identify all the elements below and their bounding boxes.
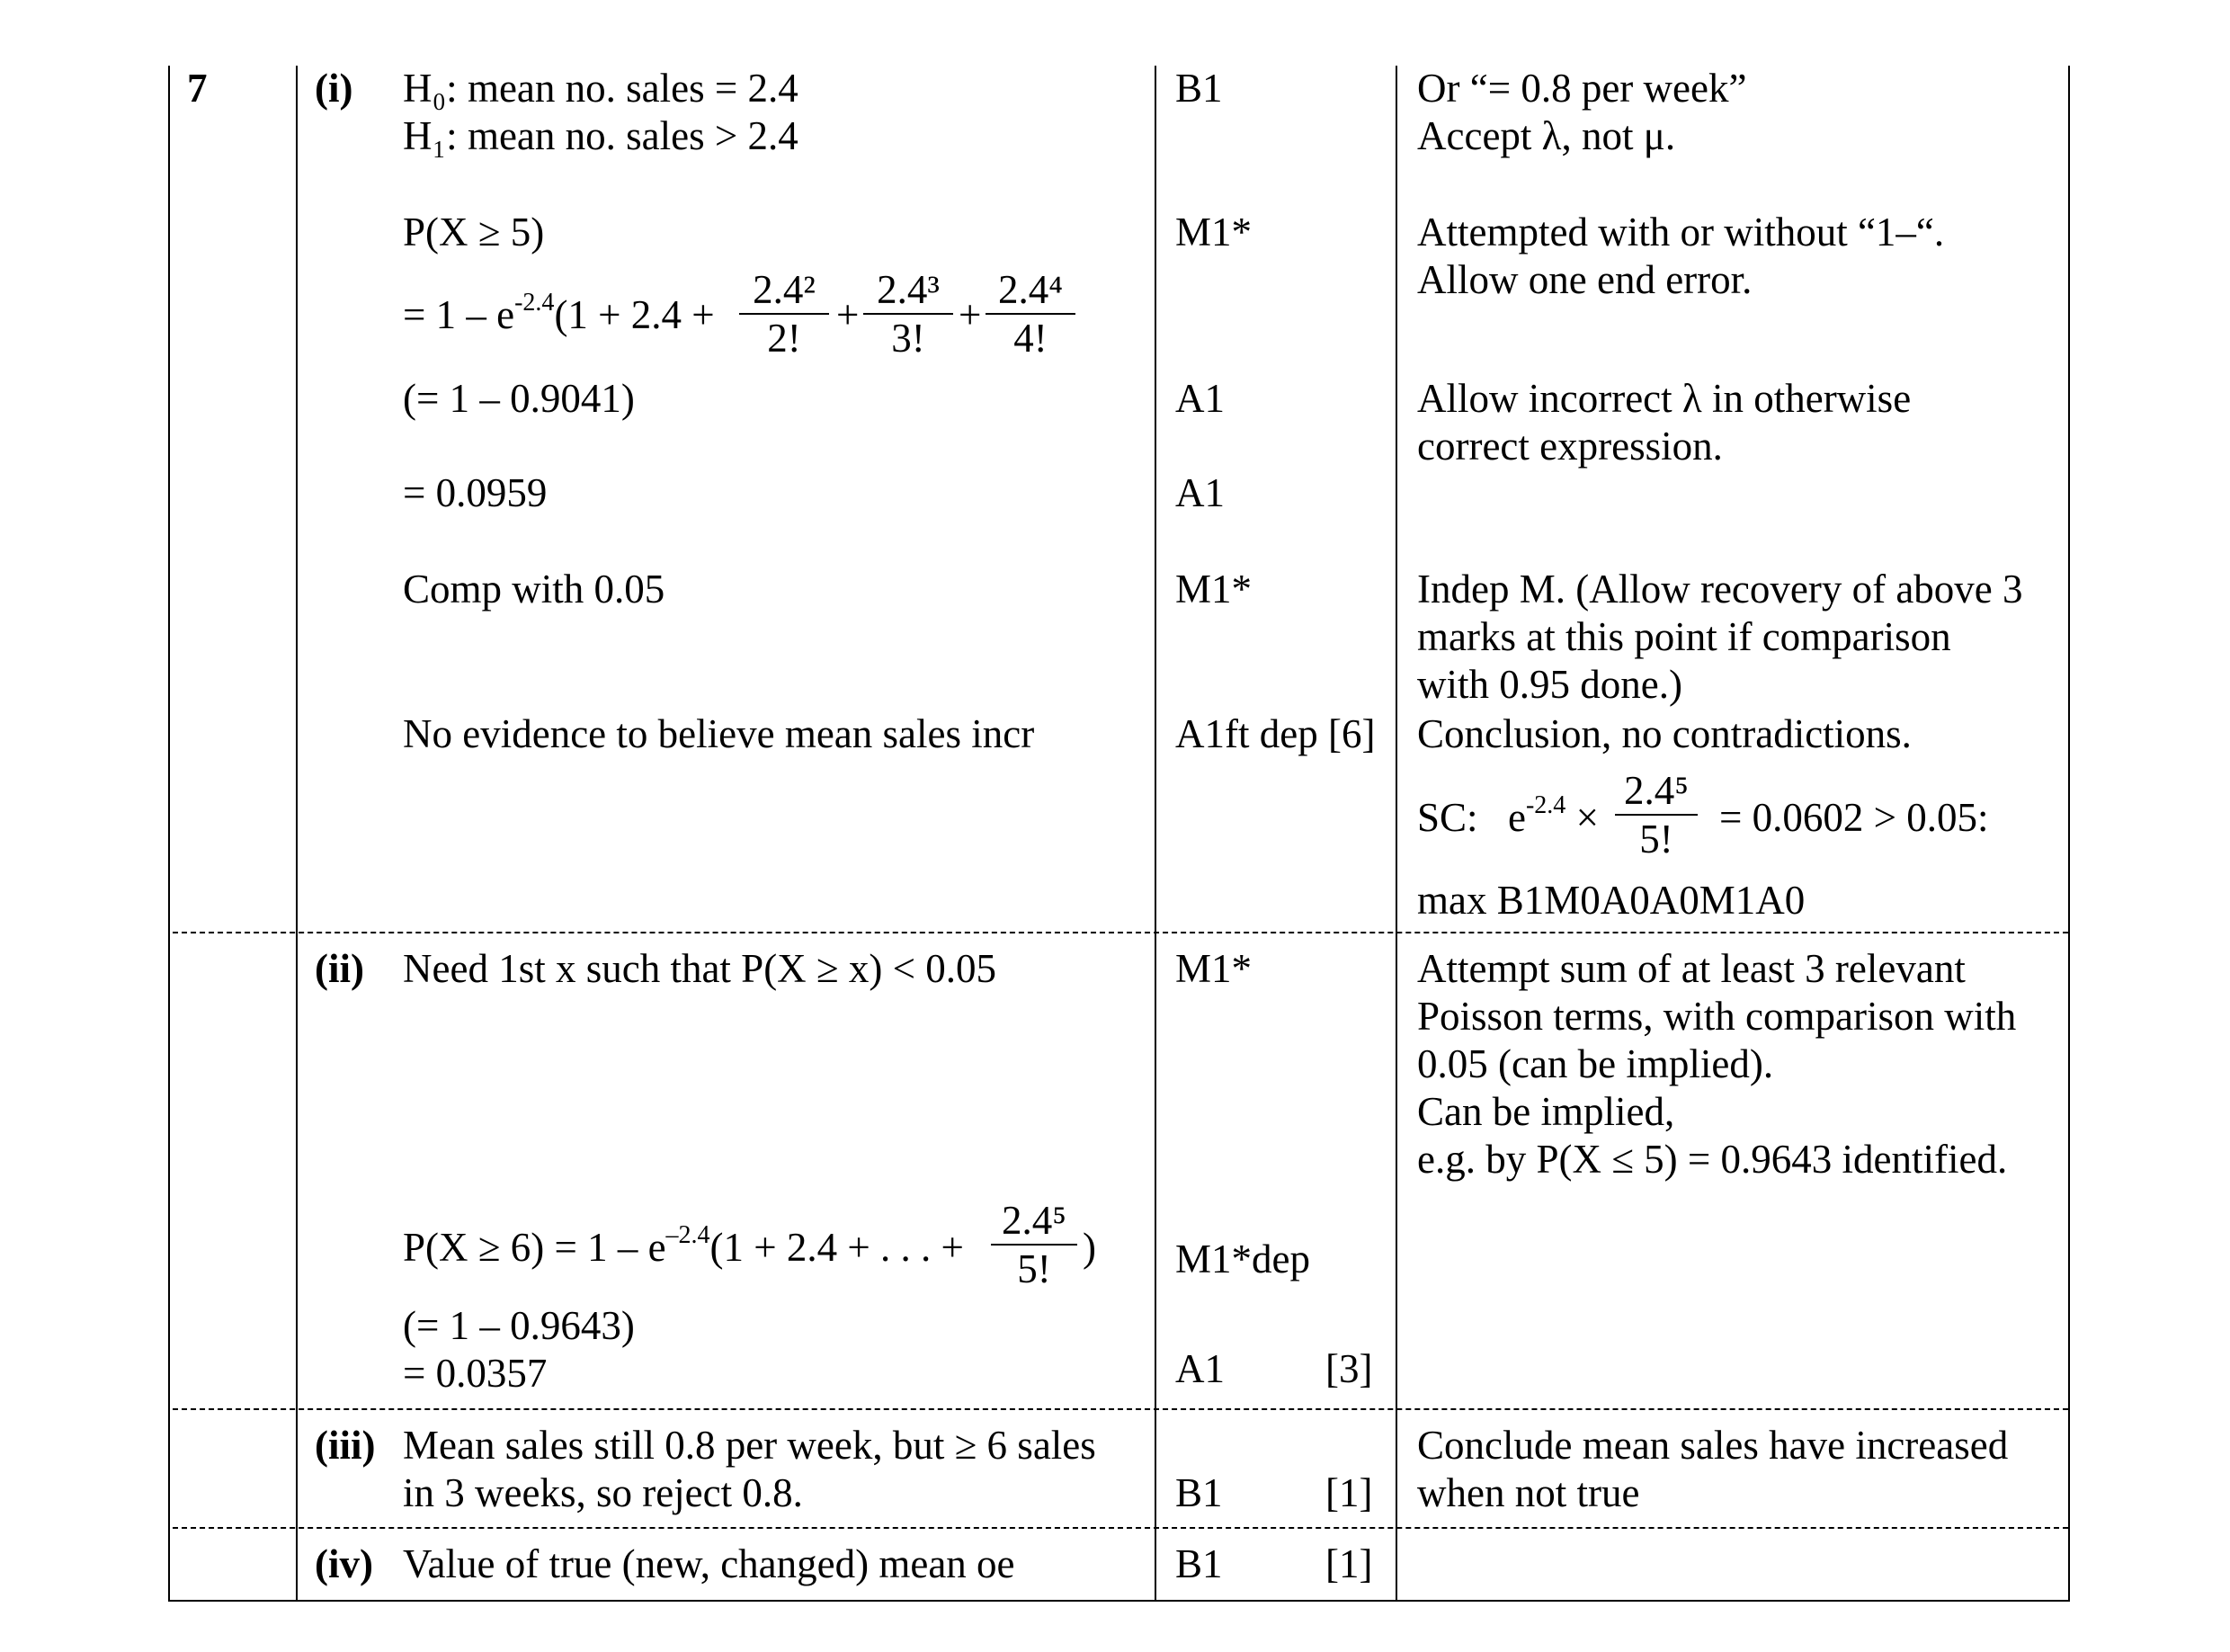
guidance-note: correct expression. bbox=[1417, 424, 1723, 469]
plus-sign: + bbox=[836, 292, 860, 337]
mark-m1-star: M1* bbox=[1175, 567, 1253, 612]
hypothesis-h0: H₀: mean no. sales = 2.4 bbox=[403, 66, 798, 111]
complement-value: (= 1 – 0.9041) bbox=[403, 376, 635, 421]
rule-after-qnum bbox=[296, 66, 298, 1602]
guidance-note: 0.05 (can be implied). bbox=[1417, 1041, 1774, 1086]
guidance-note: Or “= 0.8 per week” bbox=[1417, 66, 1747, 111]
part-total: [3] bbox=[1325, 1346, 1373, 1391]
question-number: 7 bbox=[187, 66, 208, 111]
part-i-label: (i) bbox=[315, 66, 353, 111]
probability-statement: P(X ≥ 5) bbox=[403, 210, 545, 254]
fraction-term-5: $\frac{\text{2.4⁵}}{5!}$ bbox=[991, 1197, 1077, 1292]
part-ii-label: (ii) bbox=[315, 946, 364, 991]
rule-bottom bbox=[168, 1600, 2070, 1602]
fraction-term-3: $\frac{\text{2.4³}}{3!}$ bbox=[863, 266, 953, 362]
mark-a1ft-dep-total: A1ft dep [6] bbox=[1175, 711, 1376, 756]
guidance-note: Attempted with or without “1–“. bbox=[1417, 210, 1945, 254]
fraction-term-2: $\frac{\text{2.4²}}{2!}$ bbox=[739, 266, 829, 362]
answer-text: in 3 weeks, so reject 0.8. bbox=[403, 1470, 803, 1515]
guidance-note: Attempt sum of at least 3 relevant bbox=[1417, 946, 1966, 991]
guidance-note: Conclusion, no contradictions. bbox=[1417, 711, 1912, 756]
part-total: [1] bbox=[1325, 1470, 1373, 1515]
mark-b1: B1 bbox=[1175, 1541, 1223, 1586]
critical-probability-expression: $P(X \ge 6) = 1 - e^{-2.4}(1 + 2.4$ + . . . + bbox=[403, 1221, 964, 1270]
closing-paren: ) bbox=[1083, 1225, 1096, 1270]
part-iii-label: (iii) bbox=[315, 1423, 376, 1468]
complement-value: (= 1 – 0.9643) bbox=[403, 1303, 635, 1348]
guidance-note: when not true bbox=[1417, 1470, 1640, 1515]
mark-a1: A1 bbox=[1175, 1346, 1225, 1391]
mark-b1: B1 bbox=[1175, 1470, 1223, 1515]
fraction-term-4: $\frac{\text{2.4⁴}}{4!}$ bbox=[986, 266, 1075, 362]
guidance-note: Allow one end error. bbox=[1417, 257, 1753, 302]
part-iv-label: (iv) bbox=[315, 1541, 373, 1586]
special-case-exp: $e^{-2.4}$ × bbox=[1508, 791, 1599, 840]
special-case-fraction: $\frac{\text{2.4⁵}}{5!}$ bbox=[1615, 767, 1698, 862]
guidance-note: marks at this point if comparison bbox=[1417, 614, 1951, 659]
answer-text: Value of true (new, changed) mean oe bbox=[403, 1541, 1015, 1586]
mark-m1-star: M1* bbox=[1175, 946, 1253, 991]
guidance-note: e.g. by P(X ≤ 5) = 0.9643 identified. bbox=[1417, 1137, 2008, 1182]
probability-expression: = $1 - e^{-2.4}(1 + 2.4$ + bbox=[403, 289, 715, 337]
rule-right bbox=[2068, 66, 2070, 1602]
answer-text: Mean sales still 0.8 per week, but ≥ 6 sales bbox=[403, 1423, 1096, 1468]
guidance-note: Poisson terms, with comparison with bbox=[1417, 994, 2017, 1039]
part-total: [1] bbox=[1325, 1541, 1373, 1586]
mark-m1-star: M1* bbox=[1175, 210, 1253, 254]
guidance-note: with 0.95 done.) bbox=[1417, 662, 1682, 707]
result-value: = 0.0357 bbox=[403, 1351, 548, 1396]
guidance-note: Allow incorrect λ in otherwise bbox=[1417, 376, 1912, 421]
hypothesis-h1: H₁: mean no. sales > 2.4 bbox=[403, 113, 798, 158]
guidance-note: Conclude mean sales have increased bbox=[1417, 1423, 2009, 1468]
rule-left bbox=[168, 66, 170, 1602]
conclusion-text: No evidence to believe mean sales incr bbox=[403, 711, 1035, 756]
result-value: = 0.0959 bbox=[403, 470, 548, 515]
critical-value-statement: Need 1st x such that P(X ≥ x) < 0.05 bbox=[403, 946, 996, 991]
guidance-note: Indep M. (Allow recovery of above 3 bbox=[1417, 567, 2023, 612]
separator-i-ii bbox=[173, 932, 2068, 933]
separator-iii-iv bbox=[173, 1527, 2068, 1529]
rule-after-answer bbox=[1155, 66, 1156, 1602]
separator-ii-iii bbox=[173, 1408, 2068, 1410]
mark-b1: B1 bbox=[1175, 66, 1223, 111]
mark-a1: A1 bbox=[1175, 470, 1225, 515]
special-case-result: = 0.0602 > 0.05: bbox=[1719, 795, 1989, 840]
guidance-note: Can be implied, bbox=[1417, 1089, 1675, 1134]
plus-sign: + bbox=[959, 292, 982, 337]
special-case-label: SC: bbox=[1417, 795, 1478, 840]
special-case-max: max B1M0A0A0M1A0 bbox=[1417, 878, 1806, 923]
comparison-text: Comp with 0.05 bbox=[403, 567, 665, 612]
mark-a1: A1 bbox=[1175, 376, 1225, 421]
mark-m1-star-dep: M1*dep bbox=[1175, 1237, 1310, 1281]
rule-after-marks bbox=[1396, 66, 1397, 1602]
guidance-note: Accept λ, not μ. bbox=[1417, 113, 1676, 158]
